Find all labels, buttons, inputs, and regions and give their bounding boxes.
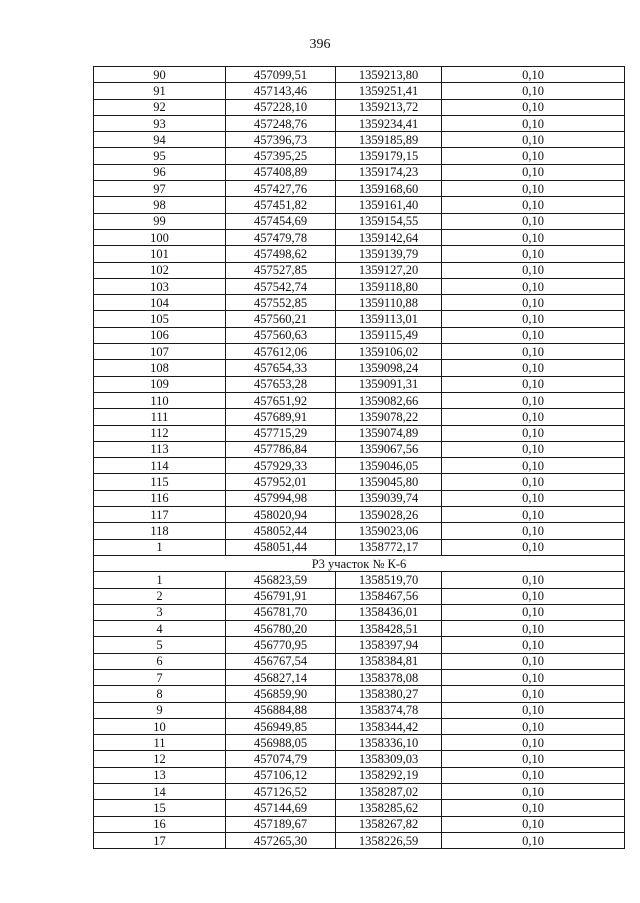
x-coordinate-cell: 456791,91 (226, 588, 336, 604)
x-coordinate-cell: 457395,25 (226, 148, 336, 164)
point-number-cell: 6 (94, 653, 226, 669)
point-number-cell: 106 (94, 327, 226, 343)
accuracy-cell: 0,10 (442, 751, 625, 767)
x-coordinate-cell: 457715,29 (226, 425, 336, 441)
point-number-cell: 13 (94, 767, 226, 783)
accuracy-cell: 0,10 (442, 474, 625, 490)
table-row (94, 604, 625, 620)
x-coordinate-cell: 456780,20 (226, 621, 336, 637)
x-coordinate-cell: 457189,67 (226, 816, 336, 832)
accuracy-cell: 0,10 (442, 441, 625, 457)
accuracy-cell: 0,10 (442, 360, 625, 376)
table-row (94, 115, 625, 131)
accuracy-cell: 0,10 (442, 344, 625, 360)
table-row (94, 409, 625, 425)
y-coordinate-cell: 1359168,60 (336, 181, 442, 197)
point-number-cell: 12 (94, 751, 226, 767)
accuracy-cell: 0,10 (442, 458, 625, 474)
point-number-cell: 5 (94, 637, 226, 653)
y-coordinate-cell: 1359127,20 (336, 262, 442, 278)
accuracy-cell: 0,10 (442, 83, 625, 99)
point-number-cell: 114 (94, 458, 226, 474)
x-coordinate-cell: 457560,21 (226, 311, 336, 327)
table-row (94, 213, 625, 229)
y-coordinate-cell: 1359039,74 (336, 490, 442, 506)
point-number-cell: 102 (94, 262, 226, 278)
y-coordinate-cell: 1358292,19 (336, 767, 442, 783)
table-row (94, 99, 625, 115)
x-coordinate-cell: 456988,05 (226, 735, 336, 751)
accuracy-cell: 0,10 (442, 132, 625, 148)
x-coordinate-cell: 457074,79 (226, 751, 336, 767)
coordinates-block-1 (94, 67, 625, 556)
x-coordinate-cell: 457099,51 (226, 67, 336, 83)
point-number-cell: 92 (94, 99, 226, 115)
point-number-cell: 98 (94, 197, 226, 213)
y-coordinate-cell: 1358309,03 (336, 751, 442, 767)
accuracy-cell: 0,10 (442, 718, 625, 734)
accuracy-cell: 0,10 (442, 295, 625, 311)
accuracy-cell: 0,10 (442, 621, 625, 637)
point-number-cell: 95 (94, 148, 226, 164)
x-coordinate-cell: 457542,74 (226, 278, 336, 294)
accuracy-cell: 0,10 (442, 115, 625, 131)
x-coordinate-cell: 457126,52 (226, 784, 336, 800)
point-number-cell: 4 (94, 621, 226, 637)
point-number-cell: 3 (94, 604, 226, 620)
point-number-cell: 8 (94, 686, 226, 702)
point-number-cell: 94 (94, 132, 226, 148)
x-coordinate-cell: 457552,85 (226, 295, 336, 311)
point-number-cell: 14 (94, 784, 226, 800)
x-coordinate-cell: 456827,14 (226, 669, 336, 685)
page-number: 396 (309, 37, 331, 52)
table-row (94, 784, 625, 800)
table-row (94, 344, 625, 360)
accuracy-cell: 0,10 (442, 637, 625, 653)
y-coordinate-cell: 1358336,10 (336, 735, 442, 751)
x-coordinate-cell: 457786,84 (226, 441, 336, 457)
table-row (94, 474, 625, 490)
x-coordinate-cell: 457612,06 (226, 344, 336, 360)
accuracy-cell: 0,10 (442, 588, 625, 604)
y-coordinate-cell: 1359023,06 (336, 523, 442, 539)
y-coordinate-cell: 1358519,70 (336, 572, 442, 588)
x-coordinate-cell: 457994,98 (226, 490, 336, 506)
accuracy-cell: 0,10 (442, 181, 625, 197)
table-row (94, 278, 625, 294)
table-row (94, 588, 625, 604)
y-coordinate-cell: 1358287,02 (336, 784, 442, 800)
table-row (94, 767, 625, 783)
point-number-cell: 91 (94, 83, 226, 99)
accuracy-cell: 0,10 (442, 164, 625, 180)
y-coordinate-cell: 1359251,41 (336, 83, 442, 99)
x-coordinate-cell: 456823,59 (226, 572, 336, 588)
y-coordinate-cell: 1359185,89 (336, 132, 442, 148)
point-number-cell: 108 (94, 360, 226, 376)
table-row (94, 458, 625, 474)
x-coordinate-cell: 457228,10 (226, 99, 336, 115)
accuracy-cell: 0,10 (442, 99, 625, 115)
x-coordinate-cell: 456884,88 (226, 702, 336, 718)
x-coordinate-cell: 456770,95 (226, 637, 336, 653)
x-coordinate-cell: 457654,33 (226, 360, 336, 376)
y-coordinate-cell: 1359045,80 (336, 474, 442, 490)
table-row (94, 735, 625, 751)
accuracy-cell: 0,10 (442, 67, 625, 83)
point-number-cell: 101 (94, 246, 226, 262)
accuracy-cell: 0,10 (442, 262, 625, 278)
point-number-cell: 105 (94, 311, 226, 327)
point-number-cell: 9 (94, 702, 226, 718)
x-coordinate-cell: 457651,92 (226, 392, 336, 408)
accuracy-cell: 0,10 (442, 800, 625, 816)
point-number-cell: 17 (94, 832, 226, 848)
accuracy-cell: 0,10 (442, 702, 625, 718)
x-coordinate-cell: 457498,62 (226, 246, 336, 262)
accuracy-cell: 0,10 (442, 507, 625, 523)
table-row (94, 392, 625, 408)
section-header-row (94, 555, 625, 571)
y-coordinate-cell: 1359213,80 (336, 67, 442, 83)
x-coordinate-cell: 457396,73 (226, 132, 336, 148)
point-number-cell: 2 (94, 588, 226, 604)
accuracy-cell: 0,10 (442, 311, 625, 327)
table-row (94, 621, 625, 637)
x-coordinate-cell: 457427,76 (226, 181, 336, 197)
table-row (94, 327, 625, 343)
accuracy-cell: 0,10 (442, 376, 625, 392)
accuracy-cell: 0,10 (442, 669, 625, 685)
coordinates-table (93, 66, 625, 849)
y-coordinate-cell: 1358436,01 (336, 604, 442, 620)
x-coordinate-cell: 457248,76 (226, 115, 336, 131)
y-coordinate-cell: 1358267,82 (336, 816, 442, 832)
x-coordinate-cell: 457143,46 (226, 83, 336, 99)
accuracy-cell: 0,10 (442, 327, 625, 343)
table-row (94, 132, 625, 148)
point-number-cell: 117 (94, 507, 226, 523)
table-row (94, 360, 625, 376)
y-coordinate-cell: 1359213,72 (336, 99, 442, 115)
x-coordinate-cell: 456859,90 (226, 686, 336, 702)
y-coordinate-cell: 1359110,88 (336, 295, 442, 311)
accuracy-cell: 0,10 (442, 213, 625, 229)
y-coordinate-cell: 1359174,23 (336, 164, 442, 180)
x-coordinate-cell: 457952,01 (226, 474, 336, 490)
table-row (94, 246, 625, 262)
table-row (94, 751, 625, 767)
accuracy-cell: 0,10 (442, 832, 625, 848)
point-number-cell: 16 (94, 816, 226, 832)
accuracy-cell: 0,10 (442, 229, 625, 245)
point-number-cell: 7 (94, 669, 226, 685)
y-coordinate-cell: 1358384,81 (336, 653, 442, 669)
point-number-cell: 99 (94, 213, 226, 229)
y-coordinate-cell: 1358467,56 (336, 588, 442, 604)
accuracy-cell: 0,10 (442, 653, 625, 669)
point-number-cell: 110 (94, 392, 226, 408)
accuracy-cell: 0,10 (442, 197, 625, 213)
x-coordinate-cell: 457106,12 (226, 767, 336, 783)
point-number-cell: 107 (94, 344, 226, 360)
y-coordinate-cell: 1359098,24 (336, 360, 442, 376)
table-row (94, 148, 625, 164)
accuracy-cell: 0,10 (442, 686, 625, 702)
accuracy-cell: 0,10 (442, 425, 625, 441)
y-coordinate-cell: 1358226,59 (336, 832, 442, 848)
point-number-cell: 113 (94, 441, 226, 457)
table-row (94, 718, 625, 734)
y-coordinate-cell: 1359115,49 (336, 327, 442, 343)
point-number-cell: 116 (94, 490, 226, 506)
y-coordinate-cell: 1359154,55 (336, 213, 442, 229)
accuracy-cell: 0,10 (442, 767, 625, 783)
point-number-cell: 103 (94, 278, 226, 294)
table-row (94, 311, 625, 327)
point-number-cell: 115 (94, 474, 226, 490)
y-coordinate-cell: 1359142,64 (336, 229, 442, 245)
point-number-cell: 93 (94, 115, 226, 131)
y-coordinate-cell: 1359106,02 (336, 344, 442, 360)
point-number-cell: 104 (94, 295, 226, 311)
x-coordinate-cell: 457479,78 (226, 229, 336, 245)
y-coordinate-cell: 1359091,31 (336, 376, 442, 392)
x-coordinate-cell: 457265,30 (226, 832, 336, 848)
point-number-cell: 96 (94, 164, 226, 180)
table-row (94, 686, 625, 702)
y-coordinate-cell: 1358397,94 (336, 637, 442, 653)
coordinates-block-2 (94, 572, 625, 849)
table-row (94, 572, 625, 588)
section-title: Р3 участок № К-6 (94, 555, 625, 571)
table-row (94, 262, 625, 278)
table-row (94, 181, 625, 197)
point-number-cell: 15 (94, 800, 226, 816)
point-number-cell: 112 (94, 425, 226, 441)
accuracy-cell: 0,10 (442, 572, 625, 588)
table-row (94, 425, 625, 441)
x-coordinate-cell: 457408,89 (226, 164, 336, 180)
point-number-cell: 11 (94, 735, 226, 751)
x-coordinate-cell: 457929,33 (226, 458, 336, 474)
accuracy-cell: 0,10 (442, 490, 625, 506)
point-number-cell: 1 (94, 539, 226, 555)
point-number-cell: 118 (94, 523, 226, 539)
y-coordinate-cell: 1359074,89 (336, 425, 442, 441)
y-coordinate-cell: 1358428,51 (336, 621, 442, 637)
table-row (94, 441, 625, 457)
y-coordinate-cell: 1359179,15 (336, 148, 442, 164)
y-coordinate-cell: 1359046,05 (336, 458, 442, 474)
accuracy-cell: 0,10 (442, 604, 625, 620)
y-coordinate-cell: 1359028,26 (336, 507, 442, 523)
y-coordinate-cell: 1358772,17 (336, 539, 442, 555)
accuracy-cell: 0,10 (442, 246, 625, 262)
x-coordinate-cell: 457454,69 (226, 213, 336, 229)
table-row (94, 832, 625, 848)
table-row (94, 229, 625, 245)
point-number-cell: 97 (94, 181, 226, 197)
accuracy-cell: 0,10 (442, 278, 625, 294)
x-coordinate-cell: 456767,54 (226, 653, 336, 669)
y-coordinate-cell: 1358344,42 (336, 718, 442, 734)
y-coordinate-cell: 1359161,40 (336, 197, 442, 213)
point-number-cell: 109 (94, 376, 226, 392)
y-coordinate-cell: 1359078,22 (336, 409, 442, 425)
section-header-group (94, 555, 625, 571)
x-coordinate-cell: 457451,82 (226, 197, 336, 213)
accuracy-cell: 0,10 (442, 735, 625, 751)
y-coordinate-cell: 1359113,01 (336, 311, 442, 327)
table-row (94, 523, 625, 539)
y-coordinate-cell: 1359118,80 (336, 278, 442, 294)
x-coordinate-cell: 457653,28 (226, 376, 336, 392)
table-row (94, 653, 625, 669)
y-coordinate-cell: 1359139,79 (336, 246, 442, 262)
table-row (94, 67, 625, 83)
accuracy-cell: 0,10 (442, 392, 625, 408)
accuracy-cell: 0,10 (442, 409, 625, 425)
y-coordinate-cell: 1358378,08 (336, 669, 442, 685)
y-coordinate-cell: 1358285,62 (336, 800, 442, 816)
x-coordinate-cell: 456949,85 (226, 718, 336, 734)
table-row (94, 539, 625, 555)
x-coordinate-cell: 458020,94 (226, 507, 336, 523)
table-row (94, 637, 625, 653)
table-row (94, 816, 625, 832)
y-coordinate-cell: 1359082,66 (336, 392, 442, 408)
y-coordinate-cell: 1358380,27 (336, 686, 442, 702)
point-number-cell: 90 (94, 67, 226, 83)
table-row (94, 800, 625, 816)
x-coordinate-cell: 457144,69 (226, 800, 336, 816)
table-row (94, 702, 625, 718)
accuracy-cell: 0,10 (442, 523, 625, 539)
table-row (94, 376, 625, 392)
x-coordinate-cell: 458051,44 (226, 539, 336, 555)
table-row (94, 164, 625, 180)
point-number-cell: 100 (94, 229, 226, 245)
accuracy-cell: 0,10 (442, 784, 625, 800)
table-row (94, 507, 625, 523)
table-row (94, 669, 625, 685)
x-coordinate-cell: 458052,44 (226, 523, 336, 539)
table-row (94, 83, 625, 99)
accuracy-cell: 0,10 (442, 816, 625, 832)
y-coordinate-cell: 1359234,41 (336, 115, 442, 131)
y-coordinate-cell: 1359067,56 (336, 441, 442, 457)
point-number-cell: 111 (94, 409, 226, 425)
x-coordinate-cell: 456781,70 (226, 604, 336, 620)
table-row (94, 295, 625, 311)
accuracy-cell: 0,10 (442, 148, 625, 164)
x-coordinate-cell: 457527,85 (226, 262, 336, 278)
table-row (94, 197, 625, 213)
x-coordinate-cell: 457689,91 (226, 409, 336, 425)
point-number-cell: 10 (94, 718, 226, 734)
y-coordinate-cell: 1358374,78 (336, 702, 442, 718)
x-coordinate-cell: 457560,63 (226, 327, 336, 343)
table-row (94, 490, 625, 506)
accuracy-cell: 0,10 (442, 539, 625, 555)
point-number-cell: 1 (94, 572, 226, 588)
